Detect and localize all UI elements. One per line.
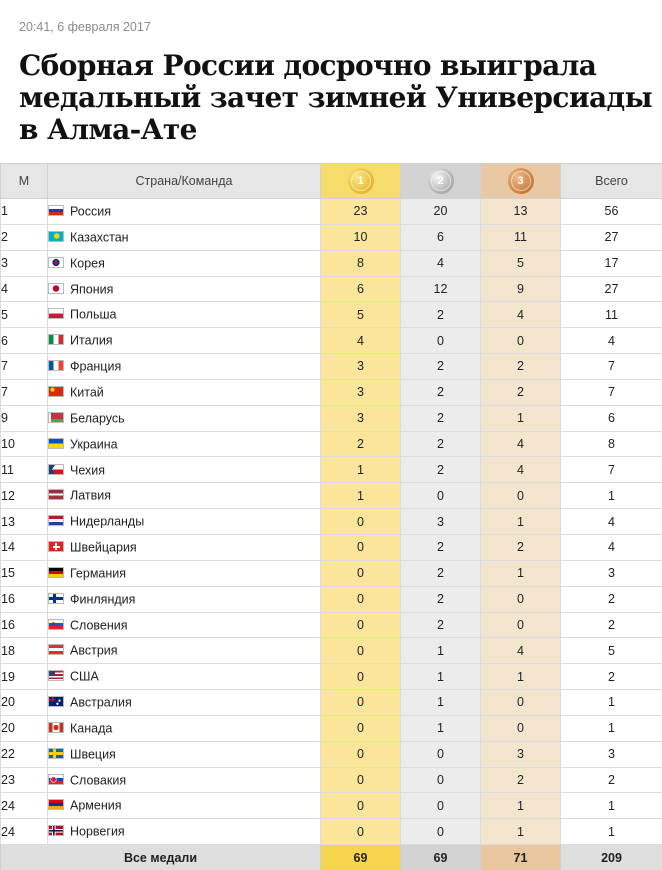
belarus-flag-icon — [48, 412, 64, 423]
total-count: 1 — [561, 483, 662, 509]
gold-count: 0 — [321, 819, 401, 845]
country-cell[interactable] — [48, 224, 321, 250]
rank-cell: 16 — [1, 586, 48, 612]
country-name[interactable]: Швеция — [70, 747, 116, 762]
gold-count: 10 — [321, 224, 401, 250]
total-count: 2 — [561, 767, 662, 793]
country-name[interactable]: Корея — [70, 256, 105, 271]
country-name[interactable]: Франция — [70, 359, 122, 374]
country-cell[interactable] — [48, 431, 321, 457]
rank-cell: 11 — [1, 457, 48, 483]
table-row — [1, 509, 662, 535]
rank-cell: 10 — [1, 431, 48, 457]
country-name[interactable]: Словакия — [70, 773, 127, 788]
table-row — [1, 224, 662, 250]
table-row — [1, 586, 662, 612]
silver-count: 0 — [401, 819, 481, 845]
table-row — [1, 302, 662, 328]
country-cell[interactable] — [48, 690, 321, 716]
bronze-count: 0 — [481, 690, 561, 716]
country-cell[interactable] — [48, 250, 321, 276]
rank-cell: 4 — [1, 276, 48, 302]
total-count: 2 — [561, 664, 662, 690]
gold-count: 23 — [321, 199, 401, 225]
rank-cell: 6 — [1, 328, 48, 354]
header-bronze[interactable] — [481, 164, 561, 199]
country-cell[interactable] — [48, 819, 321, 845]
bronze-count: 2 — [481, 767, 561, 793]
bronze-count: 9 — [481, 276, 561, 302]
country-name[interactable]: Украина — [70, 437, 118, 452]
header-silver[interactable] — [401, 164, 481, 199]
bronze-count: 4 — [481, 638, 561, 664]
rank-cell: 16 — [1, 612, 48, 638]
table-row — [1, 767, 662, 793]
slovakia-flag-icon — [48, 774, 64, 785]
total-count: 17 — [561, 250, 662, 276]
ukraine-flag-icon — [48, 438, 64, 449]
bronze-count: 1 — [481, 405, 561, 431]
bronze-count: 1 — [481, 509, 561, 535]
bronze-count: 3 — [481, 741, 561, 767]
header-rank[interactable]: М — [1, 164, 48, 199]
slovenia-flag-icon — [48, 619, 64, 630]
table-row — [1, 354, 662, 380]
rank-cell: 13 — [1, 509, 48, 535]
bronze-count: 4 — [481, 302, 561, 328]
table-row — [1, 457, 662, 483]
silver-count: 6 — [401, 224, 481, 250]
gold-count: 0 — [321, 664, 401, 690]
rank-cell: 5 — [1, 302, 48, 328]
silver-count: 1 — [401, 690, 481, 716]
gold-count: 0 — [321, 560, 401, 586]
table-row — [1, 819, 662, 845]
country-name[interactable]: Нидерланды — [70, 514, 145, 529]
country-name[interactable]: Германия — [70, 566, 127, 581]
country-cell[interactable] — [48, 328, 321, 354]
country-cell[interactable] — [48, 767, 321, 793]
bronze-count: 2 — [481, 354, 561, 380]
table-row — [1, 560, 662, 586]
bronze-count: 5 — [481, 250, 561, 276]
totals-silver: 69 — [401, 845, 481, 870]
silver-count: 3 — [401, 509, 481, 535]
silver-count: 0 — [401, 741, 481, 767]
country-cell[interactable] — [48, 457, 321, 483]
bronze-count: 0 — [481, 715, 561, 741]
total-count: 4 — [561, 534, 662, 560]
country-name[interactable]: Канада — [70, 721, 113, 736]
totals-total: 209 — [561, 845, 662, 870]
russia-flag-icon — [48, 205, 64, 216]
silver-count: 0 — [401, 767, 481, 793]
rank-cell: 24 — [1, 819, 48, 845]
table-row — [1, 715, 662, 741]
gold-count: 0 — [321, 638, 401, 664]
header-country[interactable]: Страна/Команда — [48, 164, 321, 199]
rank-cell: 24 — [1, 793, 48, 819]
kazakhstan-flag-icon — [48, 231, 64, 242]
czech-flag-icon — [48, 464, 64, 475]
country-name[interactable]: Норвегия — [70, 825, 125, 840]
country-cell[interactable] — [48, 560, 321, 586]
silver-count: 2 — [401, 534, 481, 560]
table-row — [1, 534, 662, 560]
country-cell[interactable] — [48, 793, 321, 819]
gold-count: 0 — [321, 612, 401, 638]
silver-count: 2 — [401, 457, 481, 483]
total-count: 11 — [561, 302, 662, 328]
totals-label: Все медали — [1, 845, 321, 870]
totals-gold: 69 — [321, 845, 401, 870]
silver-medal-icon: 2 — [428, 168, 454, 194]
silver-count: 2 — [401, 302, 481, 328]
latvia-flag-icon — [48, 489, 64, 500]
silver-count: 2 — [401, 405, 481, 431]
bronze-count: 0 — [481, 328, 561, 354]
total-count: 7 — [561, 354, 662, 380]
medal-table — [0, 163, 662, 870]
table-row — [1, 379, 662, 405]
country-name[interactable]: Казахстан — [70, 230, 129, 245]
total-count: 1 — [561, 793, 662, 819]
rank-cell: 19 — [1, 664, 48, 690]
country-cell[interactable] — [48, 483, 321, 509]
china-flag-icon — [48, 386, 64, 397]
country-name[interactable]: США — [70, 669, 99, 684]
country-name[interactable]: Швейцария — [70, 540, 137, 555]
country-cell[interactable] — [48, 199, 321, 225]
article-title: Сборная России досрочно выиграла медальный зачет зимней Универсиады в Алма-Ате — [19, 49, 653, 146]
bronze-count: 4 — [481, 431, 561, 457]
rank-cell: 14 — [1, 534, 48, 560]
norway-flag-icon — [48, 825, 64, 836]
finland-flag-icon — [48, 593, 64, 604]
country-name[interactable]: Армения — [70, 799, 122, 814]
country-name[interactable]: Япония — [70, 282, 114, 297]
table-row — [1, 793, 662, 819]
total-count: 1 — [561, 690, 662, 716]
totals-bronze: 71 — [481, 845, 561, 870]
total-count: 1 — [561, 819, 662, 845]
sweden-flag-icon — [48, 748, 64, 759]
total-count: 5 — [561, 638, 662, 664]
rank-cell: 3 — [1, 250, 48, 276]
gold-count: 2 — [321, 431, 401, 457]
country-cell[interactable] — [48, 276, 321, 302]
rank-cell: 7 — [1, 354, 48, 380]
total-count: 56 — [561, 199, 662, 225]
germany-flag-icon — [48, 567, 64, 578]
silver-count: 0 — [401, 793, 481, 819]
header-gold[interactable] — [321, 164, 401, 199]
total-count: 8 — [561, 431, 662, 457]
gold-count: 1 — [321, 483, 401, 509]
country-name[interactable]: Чехия — [70, 463, 106, 478]
gold-count: 0 — [321, 793, 401, 819]
bronze-count: 1 — [481, 793, 561, 819]
total-count: 2 — [561, 612, 662, 638]
country-cell[interactable] — [48, 715, 321, 741]
rank-cell: 12 — [1, 483, 48, 509]
gold-count: 4 — [321, 328, 401, 354]
country-name[interactable]: Китай — [70, 385, 104, 400]
silver-count: 4 — [401, 250, 481, 276]
table-row — [1, 483, 662, 509]
table-row — [1, 405, 662, 431]
country-cell[interactable] — [48, 379, 321, 405]
country-name[interactable]: Беларусь — [70, 411, 125, 426]
rank-cell: 1 — [1, 199, 48, 225]
total-count: 6 — [561, 405, 662, 431]
table-row — [1, 328, 662, 354]
armenia-flag-icon — [48, 799, 64, 810]
silver-count: 0 — [401, 328, 481, 354]
canada-flag-icon — [48, 722, 64, 733]
silver-count: 2 — [401, 586, 481, 612]
bronze-count: 11 — [481, 224, 561, 250]
gold-count: 0 — [321, 509, 401, 535]
gold-count: 1 — [321, 457, 401, 483]
bronze-count: 1 — [481, 560, 561, 586]
country-cell[interactable] — [48, 354, 321, 380]
gold-count: 6 — [321, 276, 401, 302]
gold-count: 3 — [321, 379, 401, 405]
country-name[interactable]: Россия — [70, 204, 111, 219]
japan-flag-icon — [48, 283, 64, 294]
totals-row — [1, 845, 662, 870]
gold-count: 0 — [321, 767, 401, 793]
gold-count: 3 — [321, 405, 401, 431]
silver-count: 12 — [401, 276, 481, 302]
country-name[interactable]: Польша — [70, 308, 117, 323]
table-row — [1, 638, 662, 664]
table-row — [1, 690, 662, 716]
country-cell[interactable] — [48, 302, 321, 328]
table-row — [1, 250, 662, 276]
country-cell[interactable] — [48, 664, 321, 690]
bronze-count: 2 — [481, 379, 561, 405]
country-name[interactable]: Словения — [70, 618, 128, 633]
france-flag-icon — [48, 360, 64, 371]
header-total[interactable]: Всего — [561, 164, 662, 199]
country-cell[interactable] — [48, 534, 321, 560]
poland-flag-icon — [48, 308, 64, 319]
korea-flag-icon — [48, 257, 64, 268]
total-count: 4 — [561, 509, 662, 535]
gold-count: 0 — [321, 586, 401, 612]
country-cell[interactable] — [48, 741, 321, 767]
rank-cell: 18 — [1, 638, 48, 664]
bronze-count: 0 — [481, 586, 561, 612]
rank-cell: 23 — [1, 767, 48, 793]
bronze-count: 0 — [481, 483, 561, 509]
australia-flag-icon — [48, 696, 64, 707]
silver-count: 1 — [401, 638, 481, 664]
article-timestamp: 20:41, 6 февраля 2017 — [19, 20, 151, 34]
silver-count: 20 — [401, 199, 481, 225]
silver-count: 1 — [401, 715, 481, 741]
table-row — [1, 276, 662, 302]
rank-cell: 20 — [1, 690, 48, 716]
italy-flag-icon — [48, 334, 64, 345]
bronze-count: 1 — [481, 664, 561, 690]
silver-count: 2 — [401, 431, 481, 457]
total-count: 3 — [561, 560, 662, 586]
bronze-count: 13 — [481, 199, 561, 225]
gold-medal-icon: 1 — [348, 168, 374, 194]
silver-count: 2 — [401, 560, 481, 586]
silver-count: 0 — [401, 483, 481, 509]
country-cell[interactable] — [48, 612, 321, 638]
bronze-medal-icon: 3 — [508, 168, 534, 194]
total-count: 7 — [561, 379, 662, 405]
rank-cell: 9 — [1, 405, 48, 431]
total-count: 7 — [561, 457, 662, 483]
gold-count: 5 — [321, 302, 401, 328]
gold-count: 8 — [321, 250, 401, 276]
table-header-row — [1, 164, 662, 199]
country-name[interactable]: Италия — [70, 333, 113, 348]
country-name[interactable]: Финляндия — [70, 592, 136, 607]
table-row — [1, 199, 662, 225]
silver-count: 2 — [401, 612, 481, 638]
silver-count: 1 — [401, 664, 481, 690]
total-count: 27 — [561, 276, 662, 302]
table-row — [1, 612, 662, 638]
gold-count: 3 — [321, 354, 401, 380]
bronze-count: 0 — [481, 612, 561, 638]
netherlands-flag-icon — [48, 515, 64, 526]
total-count: 2 — [561, 586, 662, 612]
table-row — [1, 431, 662, 457]
rank-cell: 20 — [1, 715, 48, 741]
rank-cell: 22 — [1, 741, 48, 767]
country-cell[interactable] — [48, 586, 321, 612]
rank-cell: 15 — [1, 560, 48, 586]
total-count: 1 — [561, 715, 662, 741]
country-name[interactable]: Австрия — [70, 644, 118, 659]
bronze-count: 2 — [481, 534, 561, 560]
country-cell[interactable] — [48, 405, 321, 431]
austria-flag-icon — [48, 644, 64, 655]
gold-count: 0 — [321, 534, 401, 560]
country-name[interactable]: Латвия — [70, 489, 111, 504]
gold-count: 0 — [321, 690, 401, 716]
table-row — [1, 664, 662, 690]
country-name[interactable]: Австралия — [70, 695, 132, 710]
silver-count: 2 — [401, 354, 481, 380]
switzerland-flag-icon — [48, 541, 64, 552]
bronze-count: 1 — [481, 819, 561, 845]
total-count: 4 — [561, 328, 662, 354]
country-cell[interactable] — [48, 638, 321, 664]
country-cell[interactable] — [48, 509, 321, 535]
gold-count: 0 — [321, 715, 401, 741]
rank-cell: 2 — [1, 224, 48, 250]
total-count: 27 — [561, 224, 662, 250]
table-row — [1, 741, 662, 767]
silver-count: 2 — [401, 379, 481, 405]
gold-count: 0 — [321, 741, 401, 767]
bronze-count: 4 — [481, 457, 561, 483]
rank-cell: 7 — [1, 379, 48, 405]
usa-flag-icon — [48, 670, 64, 681]
total-count: 3 — [561, 741, 662, 767]
